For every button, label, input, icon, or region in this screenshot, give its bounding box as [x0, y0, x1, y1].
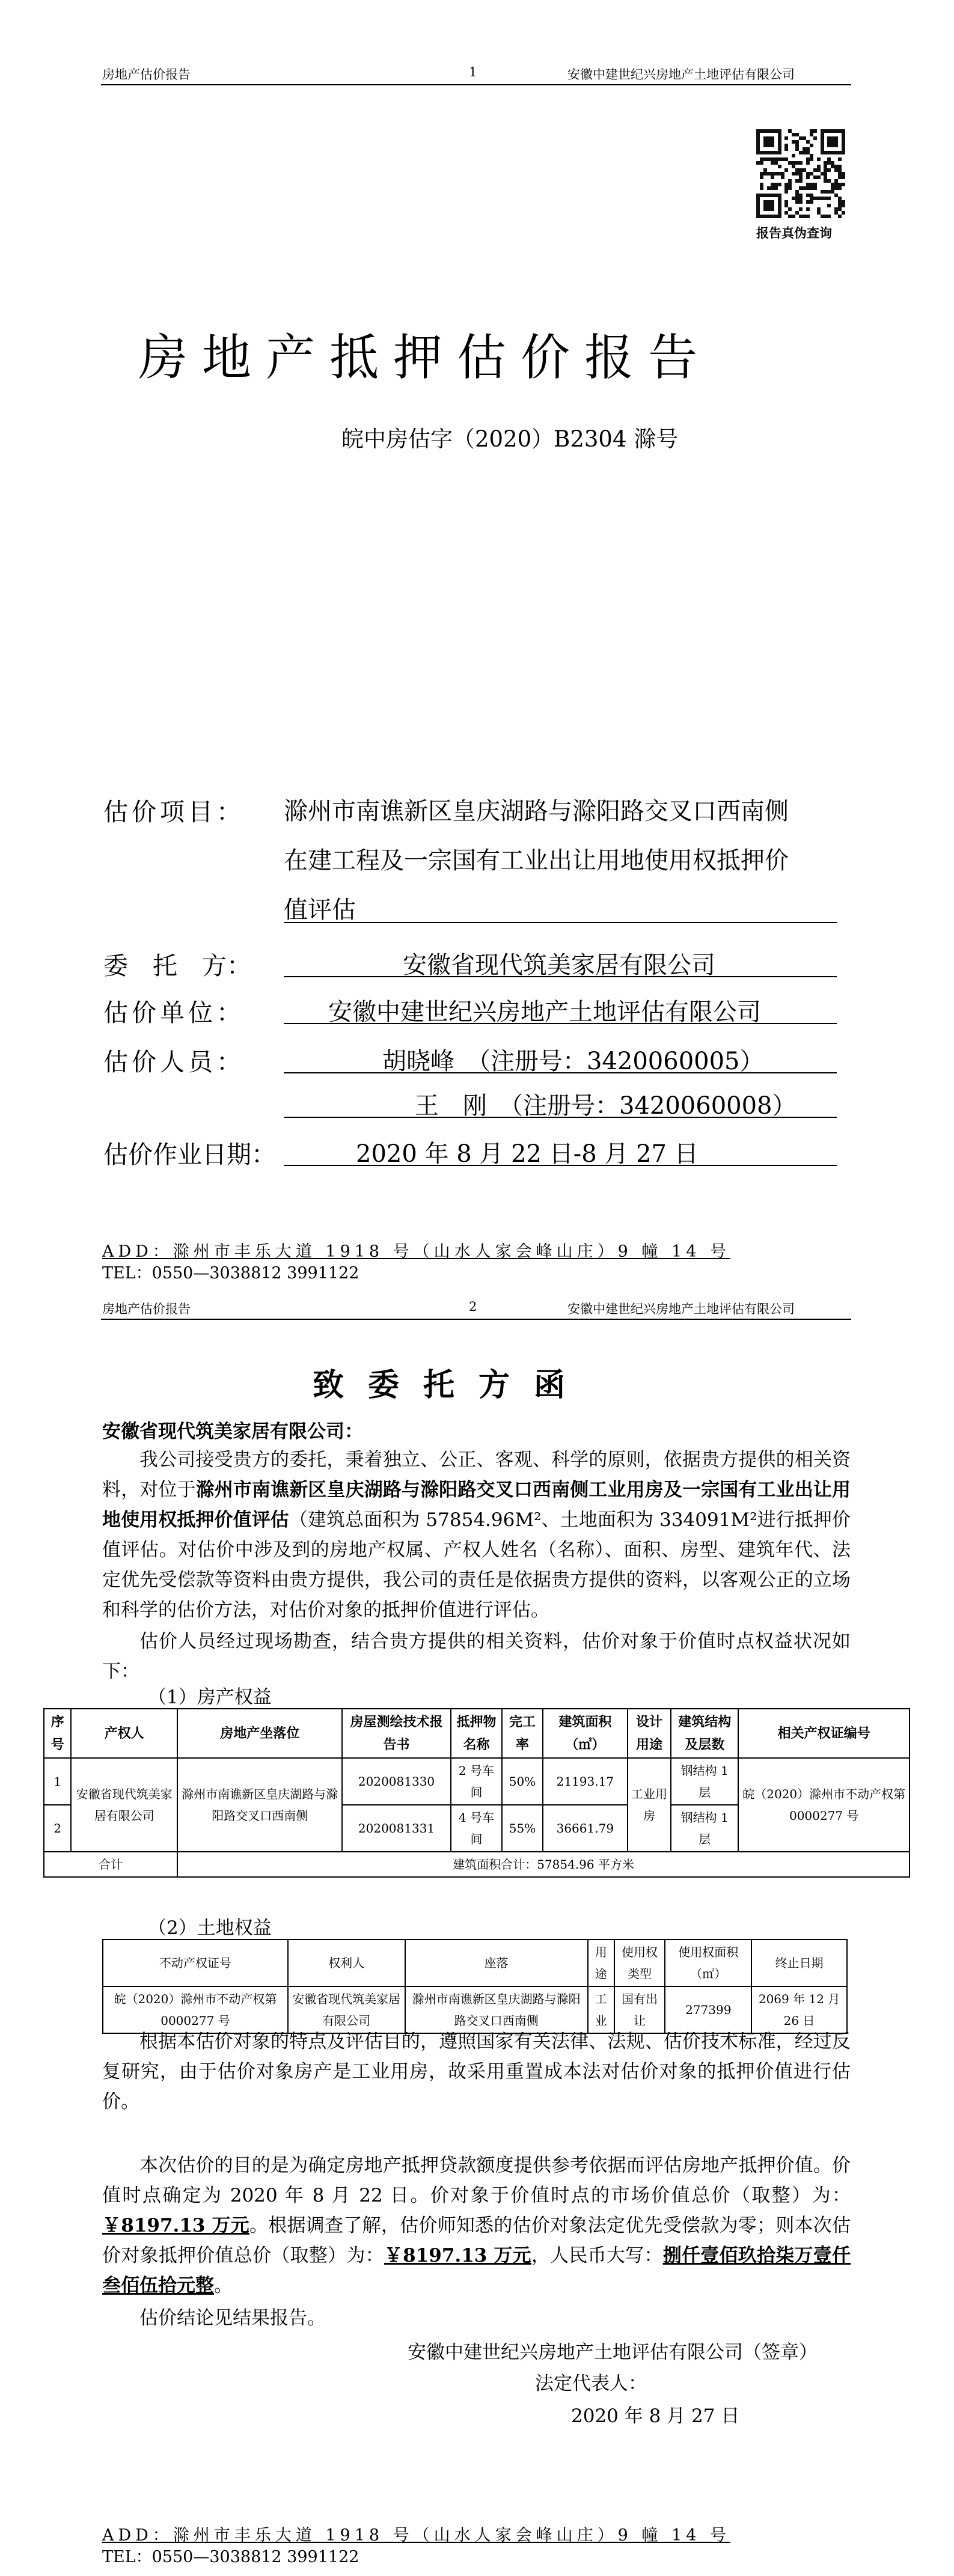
qr-module — [842, 211, 845, 215]
table-row — [44, 1758, 910, 1805]
page1-header-page: 1 — [469, 65, 477, 79]
unit-label: 估价单位： — [103, 998, 245, 1027]
qr-module — [842, 204, 845, 207]
letter-paragraph-5: 估价结论见结果报告。 — [139, 2307, 326, 2329]
client-label: 委 托 方： — [103, 951, 251, 980]
land-cell-4: 国有出让 — [614, 1986, 665, 2033]
row2-name: 4 号车间 — [451, 1805, 503, 1852]
appraiser-2: 王 刚 （注册号：3420060008） — [415, 1092, 797, 1120]
qr-module — [827, 168, 831, 172]
qr-module — [784, 147, 788, 151]
qr-module — [778, 183, 781, 186]
cell-owner: 安徽省现代筑美家居有限公司 — [71, 1758, 177, 1852]
project-label: 估价项目： — [103, 798, 245, 826]
total-label: 合计 — [44, 1852, 177, 1877]
page1-header-rule — [101, 84, 851, 85]
letter-paragraph-4 — [102, 2150, 851, 2301]
qr-module — [838, 186, 842, 190]
report-title: 房地产抵押估价报告 — [138, 329, 712, 386]
qr-module — [760, 175, 763, 179]
para1-text-c: （建筑总面积为 57854.96M²、土地面积为 334091M²进行抵押价值评估。对估价中涉及到的房地产权属、产权人姓名（名称）、面积、房型、建筑年代、法定优先受偿款等资料由贵方提供，我公司的责任是依据贵方提供的资料，以客观公正的立场和科学的估价方法，对估价对象的抵押价值进行评估。 — [102, 1509, 851, 1621]
qr-module — [827, 204, 831, 207]
page1-header-left: 房地产估价报告 — [102, 67, 191, 82]
qr-code[interactable] — [756, 129, 845, 218]
qr-module — [842, 151, 845, 154]
qr-module — [806, 215, 810, 218]
project-underline — [284, 922, 837, 923]
table-row-total — [44, 1852, 910, 1877]
unit-underline — [284, 1023, 837, 1024]
letter-paragraph-3: 根据本估价对象的特点及评估目的，遵照国家有关法律、法规、估价技术标准，经过反复研究，由于估价对象房产是工业用房，故采用重置成本法对估价对象的抵押价值进行估价。 — [102, 2031, 851, 2113]
land-header-0: 不动产权证号 — [103, 1940, 288, 1986]
qr-module — [806, 161, 810, 165]
qr-module — [771, 175, 774, 179]
qr-module — [813, 129, 817, 133]
house-header-1: 产权人 — [71, 1709, 177, 1758]
qr-module — [799, 200, 803, 204]
land-cell-5: 277399 — [665, 1986, 751, 2033]
qr-module — [838, 215, 842, 218]
page2-footer-tel: TEL：0550—3038812 3991122 — [102, 2548, 359, 2566]
land-header-6: 终止日期 — [751, 1940, 847, 1986]
qr-module — [771, 144, 774, 147]
total-value: 建筑面积合计：57854.96 平方米 — [177, 1852, 910, 1877]
qr-module — [784, 136, 788, 140]
row1-area: 21193.17 — [543, 1758, 628, 1805]
qr-module — [799, 179, 803, 183]
qr-module — [760, 186, 763, 190]
project-line2: 在建工程及一宗国有工业出让用地使用权抵押价 — [284, 847, 789, 874]
para1-subject: 滁州市南谯新区皇庆湖路与滁阳路交叉口西南侧工业用房及一宗国有工业出让用地使用权抵押价值评估 — [102, 1479, 851, 1531]
signature-company: 安徽中建世纪兴房地产土地评估有限公司（签章） — [408, 2342, 818, 2363]
qr-module — [784, 168, 788, 172]
house-rights-table — [43, 1708, 910, 1878]
land-cell-0: 皖（2020）滁州市不动产权第 0000277 号 — [103, 1986, 288, 2033]
row2-no: 2 — [44, 1805, 71, 1852]
market-value: ￥8197.13 万元 — [102, 2215, 250, 2236]
client-underline — [284, 976, 837, 977]
date-value: 2020 年 8 月 22 日-8 月 27 日 — [356, 1140, 699, 1168]
mortgage-value: ￥8197.13 万元 — [384, 2245, 531, 2266]
land-header-3: 用途 — [588, 1940, 614, 1986]
row1-no: 1 — [44, 1758, 71, 1805]
signature-date: 2020 年 8 月 27 日 — [571, 2405, 740, 2427]
house-header-4: 抵押物名称 — [451, 1709, 503, 1758]
house-header-8: 建筑结构及层数 — [671, 1709, 738, 1758]
para1-text-a: 我公司接受贵方的委托，秉着独立、公正、客观、科学的原则，依据贵方提供的相关资料，对位于 — [102, 1449, 851, 1501]
para4-text-d: 。 — [214, 2275, 233, 2297]
row1-structure: 钢结构 1 层 — [671, 1758, 738, 1805]
letter-paragraph-2: 估价人员经过现场勘查，结合贵方提供的相关资料，估价对象于价值时点权益状况如下： — [102, 1631, 851, 1682]
page2-footer-address: ADD：滁州市丰乐大道 1918 号（山水人家会峰山庄）9 幢 14 号 — [102, 2526, 730, 2545]
house-header-3: 房屋测绘技术报告书 — [342, 1709, 450, 1758]
appraiser-1: 胡晓峰 （注册号：3420060005） — [382, 1048, 764, 1075]
qr-module — [760, 161, 763, 165]
qr-module — [842, 183, 845, 186]
land-cell-2: 滁州市南谯新区皇庆湖路与滁阳路交叉口西南侧 — [405, 1986, 588, 2033]
row1-rate: 50% — [502, 1758, 543, 1805]
qr-module — [778, 215, 781, 218]
qr-module — [813, 186, 817, 190]
cell-usage: 工业用房 — [628, 1758, 671, 1852]
qr-module — [799, 161, 803, 165]
qr-module — [792, 215, 795, 218]
qr-module — [838, 157, 842, 161]
house-header-9: 相关产权证编号 — [738, 1709, 910, 1758]
qr-module — [792, 154, 795, 157]
land-cell-6: 2069 年 12 月 26 日 — [751, 1986, 847, 2033]
house-header-2: 房地产坐落位 — [177, 1709, 342, 1758]
land-header-4: 使用权类型 — [614, 1940, 665, 1986]
mortgage-value-words: 捌仟壹佰玖拾柒万壹仟叁佰伍拾元整 — [102, 2245, 851, 2297]
qr-caption: 报告真伪查询 — [756, 225, 832, 240]
land-rights-table — [102, 1939, 848, 2034]
date-underline — [284, 1165, 837, 1166]
page1-footer-address: ADD：滁州市丰乐大道 1918 号（山水人家会峰山庄）9 幢 14 号 — [102, 1242, 730, 1261]
qr-module — [771, 207, 774, 211]
page2-header-left: 房地产估价报告 — [102, 1302, 191, 1316]
signature-representative: 法定代表人： — [535, 2373, 647, 2394]
qr-module — [799, 207, 803, 211]
appraiser-label: 估价人员： — [103, 1048, 245, 1076]
project-line1: 滁州市南谯新区皇庆湖路与滁阳路交叉口西南侧 — [284, 798, 789, 825]
qr-module — [806, 207, 810, 211]
row2-rate: 55% — [502, 1805, 543, 1852]
row1-name: 2 号车间 — [451, 1758, 503, 1805]
qr-module — [778, 151, 781, 154]
cell-location: 滁州市南谯新区皇庆湖路与滁阳路交叉口西南侧 — [177, 1758, 342, 1852]
land-header-2: 座落 — [405, 1940, 588, 1986]
para4-text-c: ，人民币大写： — [531, 2245, 663, 2266]
row2-report: 2020081331 — [342, 1805, 450, 1852]
page2-header-page: 2 — [469, 1299, 477, 1314]
letter-paragraph-1 — [102, 1445, 851, 1625]
land-header-5: 使用权面积（㎡） — [665, 1940, 751, 1986]
qr-module — [788, 186, 792, 190]
qr-module — [817, 175, 821, 179]
appraiser-1-underline — [284, 1072, 837, 1073]
row2-area: 36661.79 — [543, 1805, 628, 1852]
qr-module — [817, 157, 821, 161]
qr-module — [778, 165, 781, 168]
unit-value: 安徽中建世纪兴房地产土地评估有限公司 — [328, 998, 761, 1026]
qr-module — [827, 215, 831, 218]
qr-module — [834, 144, 838, 147]
land-cell-1: 安徽省现代筑美家居有限公司 — [288, 1986, 405, 2033]
page2-header-rule — [101, 1319, 851, 1320]
project-line3: 值评估 — [284, 896, 356, 924]
house-header-6: 建筑面积（㎡） — [543, 1709, 628, 1758]
page1-footer-tel: TEL：0550—3038812 3991122 — [102, 1264, 359, 1283]
qr-module — [810, 144, 813, 147]
qr-module — [810, 157, 813, 161]
page2-header-right: 安徽中建世纪兴房地产土地评估有限公司 — [567, 1302, 795, 1316]
land-cell-3: 工业 — [588, 1986, 614, 2033]
section-house-rights: （1）房产权益 — [148, 1686, 272, 1708]
qr-module — [827, 197, 831, 200]
report-number: 皖中房估字（2020）B2304 滁号 — [341, 426, 679, 452]
client-value: 安徽省现代筑美家居有限公司 — [403, 951, 715, 979]
appraiser-2-underline — [284, 1117, 837, 1118]
qr-module — [806, 175, 810, 179]
house-header-7: 设计用途 — [628, 1709, 671, 1758]
row1-report: 2020081330 — [342, 1758, 450, 1805]
letter-addressee: 安徽省现代筑美家居有限公司： — [102, 1421, 363, 1442]
house-header-0: 序号 — [44, 1709, 71, 1758]
qr-module — [788, 207, 792, 211]
qr-module — [784, 190, 788, 194]
qr-module — [813, 136, 817, 140]
qr-module — [774, 186, 778, 190]
para4-text-b: 。根据调查了解，估价师知悉的估价对象法定优先受偿款为零；则本次估价对象抵押价值总价（取整）为： — [102, 2215, 851, 2266]
date-label: 估价作业日期： — [103, 1140, 276, 1169]
cell-cert: 皖（2020）滁州市不动产权第 0000277 号 — [738, 1758, 910, 1852]
page1-header-right: 安徽中建世纪兴房地产土地评估有限公司 — [567, 67, 795, 82]
qr-module — [781, 175, 784, 179]
row2-structure: 钢结构 1 层 — [671, 1805, 738, 1852]
qr-module — [842, 175, 845, 179]
qr-module — [810, 200, 813, 204]
house-header-5: 完工率 — [502, 1709, 543, 1758]
section-land-rights: （2）土地权益 — [148, 1917, 272, 1939]
letter-title: 致委托方函 — [313, 1367, 590, 1403]
para4-text-a: 本次估价的目的是为确定房地产抵押贷款额度提供参考依据而评估房地产抵押价值。价值时点确定为 2020 年 8 月 22 日。价对象于价值时点的市场价值总价（取整）为： — [102, 2155, 851, 2206]
land-header-1: 权利人 — [288, 1940, 405, 1986]
